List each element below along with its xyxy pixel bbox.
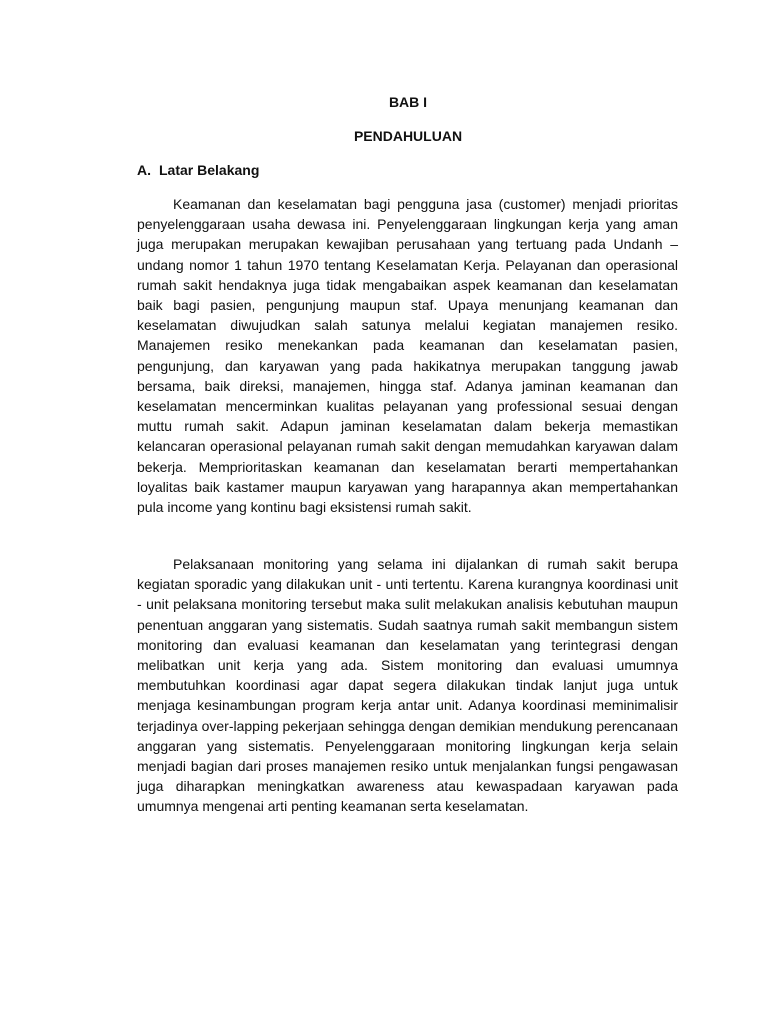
body-paragraph-1: Keamanan dan keselamatan bagi pengguna jasa (customer) menjadi prioritas penyelenggaraan usaha dewasa ini. Penyelenggaraan lingkungan kerja yang aman juga merupakan merupakan kewajiban perusahaan yang tertuang pada Undanh – undang nomor 1 tahun 1970 tentang Keselamatan Kerja. Pelayanan dan operasional rumah sakit hendaknya juga tidak mengabaikan aspek keamanan dan keselamatan baik bagi pasien, pengunjung maupun staf. Upaya menunjang keamanan dan keselamatan diwujudkan salah satunya melalui kegiatan manajemen resiko. Manajemen resiko menekankan pada keamanan dan keselamatan pasien, pengunjung, dan karyawan yang pada hakikatnya merupakan tanggung jawab bersama, baik direksi, manajemen, hingga staf. Adanya jaminan keamanan dan keselamatan mencerminkan kualitas pelayanan yang professional sesuai dengan muttu rumah sakit. Adapun jaminan keselamatan dalam bekerja memastikan kelancaran operasional pelayanan rumah sakit dengan memudahkan karyawan dalam bekerja. Memprioritaskan keamanan dan keselamatan berarti mempertahankan loyalitas baik kastamer maupun karyawan yang harapannya akan mempertahankan pula income yang kontinu bagi eksistensi rumah sakit. — [137, 196, 678, 516]
chapter-number: BAB I — [388, 94, 428, 110]
chapter-title: PENDAHULUAN — [353, 128, 463, 144]
section-letter: A. — [137, 162, 151, 178]
body-paragraph-2: Pelaksanaan monitoring yang selama ini dijalankan di rumah sakit berupa kegiatan sporadic yang dilakukan unit - unti tertentu. Karena kurangnya koordinasi unit - unit pelaksana monitoring tersebut maka sulit melakukan analisis kebutuhan maupun penentuan anggaran yang sistematis. Sudah saatnya rumah sakit membangun sistem monitoring dan evaluasi keamanan dan keselamatan yang terintegrasi dengan melibatkan unit kerja yang ada. Sistem monitoring dan evaluasi umumnya membutuhkan koordinasi agar dapat segera dilakukan tindak lanjut juga untuk menjaga kesinambungan program kerja antar unit. Adanya koordinasi meminimalisir terjadinya over-lapping pekerjaan sehingga dengan demikian mendukung perencanaan anggaran yang sistematis. Penyelenggaraan monitoring lingkungan kerja selain menjadi bagian dari proses manajemen resiko untuk menjalankan fungsi pengawasan juga diharapkan meningkatkan awareness atau kewaspadaan karyawan pada umumnya mengenai arti penting keamanan serta keselamatan. — [137, 556, 678, 815]
section-heading — [137, 161, 259, 179]
section-title: Latar Belakang — [159, 162, 260, 178]
